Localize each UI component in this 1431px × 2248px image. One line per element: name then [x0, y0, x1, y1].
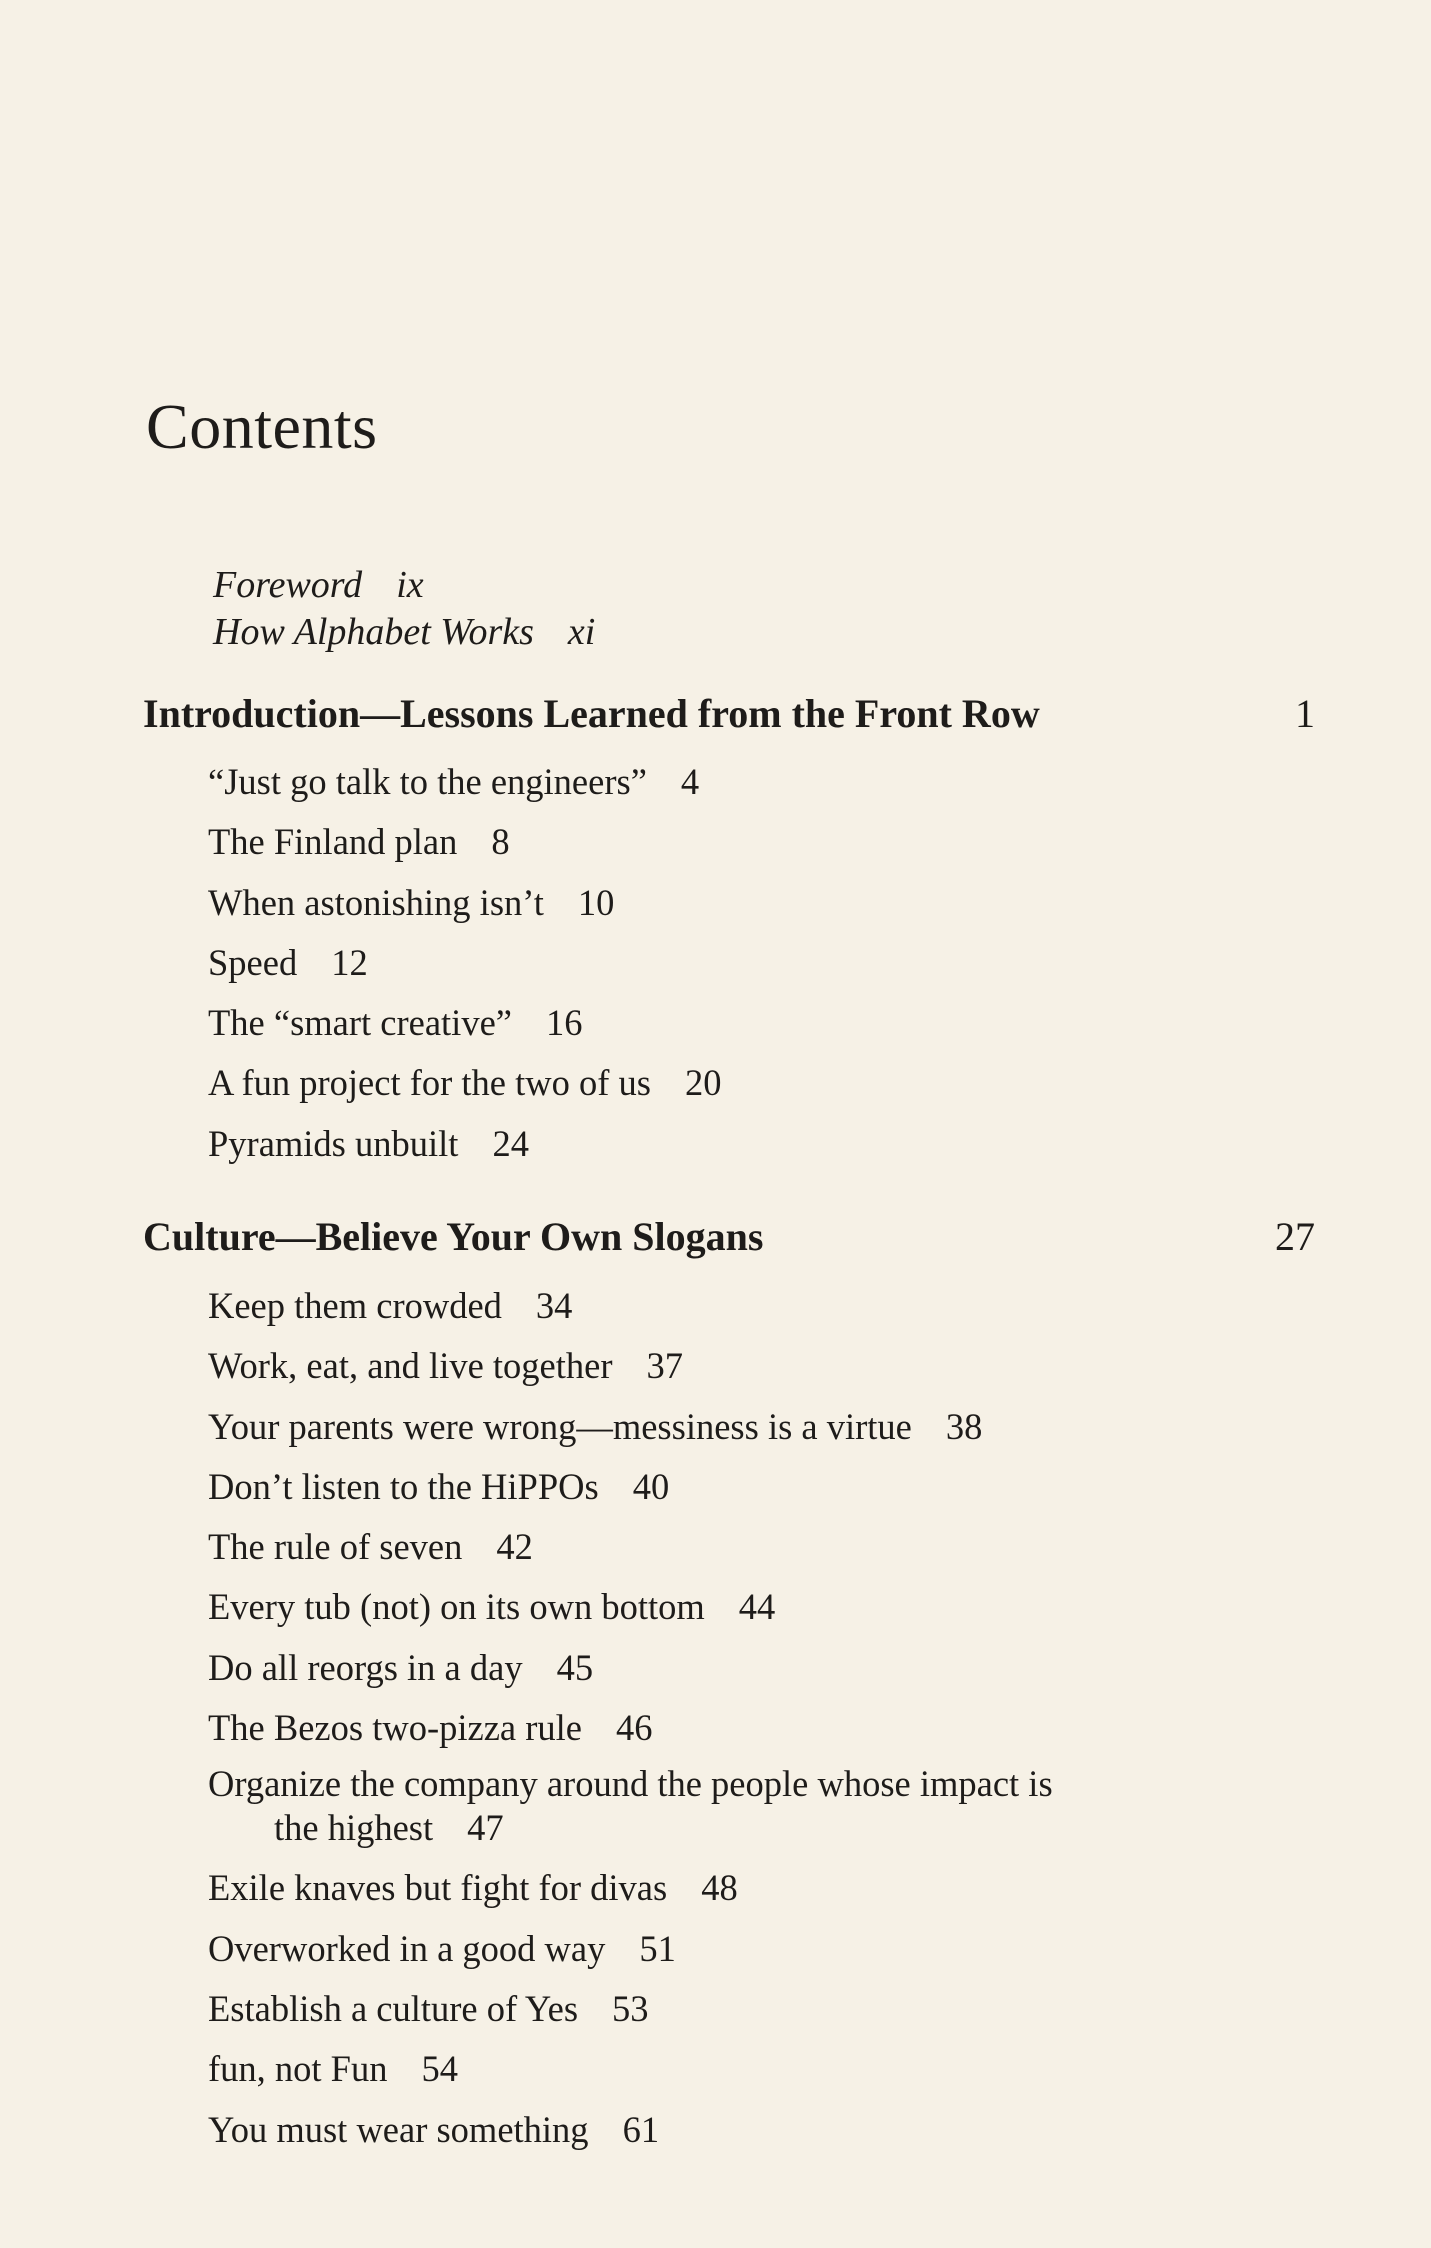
toc-entry[interactable] [208, 1919, 1088, 1979]
page-title: Contents [146, 391, 378, 462]
entry-title: You must wear something [208, 2108, 589, 2150]
toc-entry[interactable] [208, 1053, 1088, 1113]
entry-page: 48 [701, 1867, 738, 1909]
entry-page: 24 [492, 1122, 529, 1164]
toc-entry[interactable] [208, 933, 1088, 993]
introduction-entries [208, 752, 1088, 1174]
entry-title: Organize the company around the people whose impact is the highest [208, 1763, 1053, 1849]
culture-entries [208, 1276, 1088, 2160]
entry-page: 45 [556, 1646, 594, 1688]
entry-title: “Just go talk to the engineers” [208, 761, 647, 802]
entry-page: 38 [945, 1405, 983, 1447]
part-title: Culture—Believe Your Own Slogans [143, 1214, 764, 1259]
entry-title: Do all reorgs in a day [208, 1646, 523, 1688]
toc-entry[interactable] [208, 1336, 1088, 1396]
entry-page: 8 [491, 821, 510, 863]
entry-page: 53 [612, 1987, 649, 2029]
toc-entry[interactable] [208, 1979, 1088, 2039]
entry-page: 16 [545, 1002, 583, 1044]
part-title: Introduction—Lessons Learned from the Front Row [143, 691, 1040, 736]
toc-entry[interactable] [208, 1457, 1088, 1517]
toc-entry[interactable] [208, 993, 1088, 1053]
entry-page: 47 [467, 1807, 504, 1849]
front-matter-item[interactable] [213, 562, 595, 609]
entry-title: The Finland plan [208, 821, 458, 863]
front-matter-page: ix [396, 564, 424, 606]
toc-entry[interactable] [208, 2100, 1088, 2160]
entry-title: Speed [208, 941, 298, 983]
toc-entry[interactable] [208, 1577, 1088, 1637]
toc-entry[interactable] [208, 1858, 1088, 1918]
toc-entry[interactable] [208, 1276, 1088, 1336]
toc-entry[interactable] [208, 1397, 1088, 1457]
entry-page: 51 [639, 1927, 676, 1969]
entry-title: The rule of seven [208, 1526, 463, 1568]
toc-entry[interactable] [208, 1698, 1088, 1758]
part-page: 1 [1295, 691, 1315, 736]
entry-page: 61 [622, 2108, 660, 2150]
toc-entry[interactable] [208, 812, 1088, 872]
entry-title: A fun project for the two of us [208, 1062, 651, 1104]
entry-page: 42 [496, 1526, 533, 1568]
entry-title: Your parents were wrong—messiness is a virtue [208, 1405, 912, 1447]
entry-page: 10 [577, 881, 615, 923]
entry-title: Exile knaves but fight for divas [208, 1867, 668, 1909]
entry-title: The “smart creative” [208, 1002, 512, 1044]
entry-title: Don’t listen to the HiPPOs [208, 1465, 599, 1507]
entry-title: When astonishing isn’t [208, 881, 544, 923]
entry-title: Work, eat, and live together [208, 1345, 613, 1387]
toc-entry[interactable] [208, 2039, 1088, 2099]
front-matter-title: Foreword [213, 564, 363, 606]
entry-page: 44 [738, 1586, 776, 1628]
entry-page: 34 [535, 1285, 573, 1326]
toc-entry[interactable] [208, 873, 1088, 933]
front-matter-list [213, 562, 595, 656]
part-page: 27 [1275, 1214, 1315, 1259]
entry-title: Every tub (not) on its own bottom [208, 1586, 705, 1628]
toc-entry[interactable] [208, 1517, 1088, 1577]
toc-entry[interactable] [208, 1114, 1088, 1174]
front-matter-title: How Alphabet Works [213, 611, 534, 653]
entry-title: Overworked in a good way [208, 1927, 606, 1969]
entry-title: Pyramids unbuilt [208, 1122, 459, 1164]
entry-page: 37 [646, 1345, 683, 1387]
entry-page: 40 [632, 1465, 670, 1507]
entry-page: 46 [615, 1707, 653, 1749]
toc-entry[interactable] [208, 1638, 1088, 1698]
toc-entry[interactable] [208, 1758, 1088, 1858]
entry-title: Keep them crowded [208, 1285, 502, 1326]
front-matter-page: xi [567, 611, 596, 653]
toc-entry[interactable] [208, 752, 1088, 812]
entry-page: 4 [680, 761, 700, 802]
entry-title: Establish a culture of Yes [208, 1987, 579, 2029]
entry-page: 12 [331, 941, 368, 983]
entry-title: The Bezos two-pizza rule [208, 1707, 582, 1749]
entry-page: 54 [421, 2048, 458, 2090]
entry-page: 20 [684, 1062, 722, 1104]
entry-title: fun, not Fun [208, 2048, 388, 2090]
front-matter-item[interactable] [213, 609, 595, 656]
